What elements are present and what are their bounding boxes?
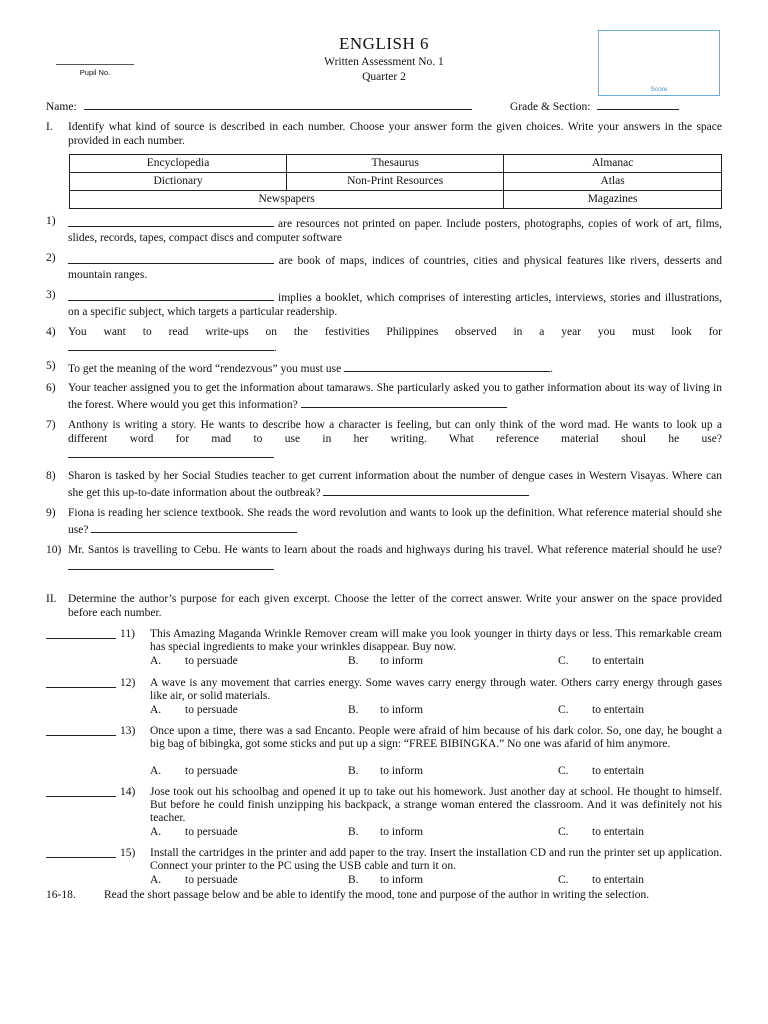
item-text: To get the meaning of the word “rendezvous” you must use [68, 363, 345, 375]
quarter-subtitle: Quarter 2 [362, 71, 406, 83]
answer-blank[interactable] [68, 215, 274, 227]
mc-item-15 [46, 847, 722, 889]
part2-instructions [46, 593, 722, 621]
option-b-text: to inform [380, 874, 424, 886]
item-number: 6) [46, 382, 56, 394]
mc-item-12 [46, 677, 722, 719]
item-6 [46, 382, 722, 410]
options-row [150, 765, 722, 779]
item-number: 10) [46, 544, 62, 556]
item-number: 12) [120, 677, 136, 689]
answer-blank[interactable] [323, 484, 529, 496]
options-row [150, 826, 722, 840]
item-text: Fiona is reading her science textbook. She reads the word revolution and wants to look up the definition. What reference material should she use? [68, 507, 722, 536]
option-c-letter[interactable]: C. [558, 826, 569, 838]
item-7 [46, 419, 722, 461]
item-number: 5) [46, 360, 56, 372]
options-row [150, 874, 722, 888]
item-number: 11) [120, 628, 135, 640]
option-a-letter[interactable]: A. [150, 655, 162, 667]
option-b-letter[interactable]: B. [348, 874, 359, 886]
choices-table [69, 154, 722, 209]
item-text: Once upon a time, there was a sad Encanto. People were afraid of him because of his dark color. So, one day, he bought a big bag of bibingka, got some sticks and put up a sign: “FREE BIBINGKA.” No one was afarid of him anymore. [150, 725, 722, 750]
part3-instructions [46, 889, 722, 901]
item-5: 5) To get the meaning of the word “rendezvous” you must use . [46, 360, 553, 375]
answer-blank[interactable] [344, 360, 550, 372]
option-c-text: to entertain [592, 765, 645, 777]
item-9 [46, 507, 722, 535]
option-b-letter[interactable]: B. [348, 704, 359, 716]
option-b-text: to inform [380, 655, 424, 667]
answer-blank[interactable] [91, 521, 297, 533]
option-c-letter[interactable]: C. [558, 704, 569, 716]
item-number: 16-18. [46, 889, 76, 901]
option-c-text: to entertain [592, 826, 645, 838]
mc-item-11 [46, 628, 722, 670]
item-text: are book of maps, indices of countries, cities and physical features like rivers, desserts and mountain ranges. [68, 255, 722, 281]
item-number: 2) [46, 252, 56, 264]
part1-numeral: I. [46, 121, 53, 133]
answer-blank[interactable] [46, 857, 116, 858]
answer-blank[interactable] [46, 687, 116, 688]
name-field[interactable] [84, 98, 472, 110]
item-number: 3) [46, 289, 56, 301]
answer-blank[interactable] [68, 289, 274, 301]
item-text: A wave is any movement that carries energy. Some waves carry energy through water. Others carry energy through gases like air, or solid materials. [150, 677, 722, 702]
option-c-text: to entertain [592, 874, 645, 886]
answer-blank[interactable] [68, 558, 274, 570]
item-2 [46, 252, 722, 280]
item-text: Sharon is tasked by her Social Studies teacher to get current information about the number of dengue cases in Western Visayas. Where can she get this up-to-date information about the outbreak? [68, 470, 722, 499]
choice-cell: Newspapers [70, 191, 504, 209]
item-text: Your teacher assigned you to get the information about tamaraws. She particularly asked you to gather information about its way of living in the forest. Where would you get this information? [68, 382, 722, 411]
item-text: are resources not printed on paper. Include posters, photographs, copies of work of art, films, slides, records, tapes, compact discs and computer software [68, 218, 722, 244]
item-number: 15) [120, 847, 136, 859]
page-title: ENGLISH 6 [339, 34, 429, 53]
part1-instructions-text: Identify what kind of source is described in each number. Choose your answer form the given choices. Write your answers in the space provided in each number. [68, 121, 722, 147]
name-label: Name: [46, 101, 77, 113]
item-text: implies a booklet, which comprises of interesting articles, interviews, stories and illustrations, on a specific subject, which targets a particular readership. [68, 292, 722, 318]
item-text: Jose took out his schoolbag and opened it up to take out his homework. Just another day at school. He thought to himself. But before he could finish unzipping his backpack, a strange woman entered the classroom. And it was definitely not his teacher. [150, 786, 722, 824]
mc-item-14 [46, 786, 722, 840]
grade-section-field[interactable] [597, 98, 679, 110]
assessment-subtitle: Written Assessment No. 1 [324, 56, 444, 68]
part1-instructions [46, 121, 722, 149]
score-label: Score [650, 86, 668, 93]
option-b-letter[interactable]: B. [348, 826, 359, 838]
option-b-text: to inform [380, 826, 424, 838]
option-c-text: to entertain [592, 655, 645, 667]
item-text: This Amazing Maganda Wrinkle Remover cream will make you look younger in thirty days or less. This remarkable cream has special ingredients to make your wrinkles disappear. Buy now. [150, 628, 722, 653]
option-a-text: to persuade [185, 655, 238, 667]
choice-cell: Non-Print Resources [287, 173, 504, 191]
choice-cell: Magazines [504, 191, 722, 209]
option-c-letter[interactable]: C. [558, 874, 569, 886]
option-a-letter[interactable]: A. [150, 826, 162, 838]
item-number: 7) [46, 419, 56, 431]
choice-cell: Dictionary [70, 173, 287, 191]
item-text: Anthony is writing a story. He wants to describe how a character is feeling, but can only think of the word mad. He wants to look up a different word for mad to use in her writing. What reference material shoul he use? [68, 419, 722, 445]
option-b-text: to inform [380, 704, 424, 716]
item-text: You want to read write-ups on the festivities Philippines observed in a year you must look for [68, 326, 722, 338]
option-b-text: to inform [380, 765, 424, 777]
item-text: Install the cartridges in the printer and add paper to the tray. Insert the installation CD and run the printer set up application. Connect your printer to the PC using the USB cable and turn it on. [150, 847, 722, 872]
answer-blank[interactable] [46, 638, 116, 639]
answer-blank[interactable] [46, 735, 116, 736]
answer-blank[interactable] [68, 446, 274, 458]
choice-cell: Encyclopedia [70, 155, 287, 173]
item-8 [46, 470, 722, 498]
answer-blank[interactable] [68, 252, 274, 264]
item-number: 8) [46, 470, 56, 482]
options-row [150, 704, 722, 718]
choice-cell: Atlas [504, 173, 722, 191]
option-c-letter[interactable]: C. [558, 655, 569, 667]
item-number: 14) [120, 786, 136, 798]
pupil-no-label: Pupil No. [79, 68, 111, 77]
choice-cell: Almanac [504, 155, 722, 173]
choice-cell: Thesaurus [287, 155, 504, 173]
item-number: 4) [46, 326, 56, 338]
item-text: Mr. Santos is travelling to Cebu. He wants to learn about the roads and highways during his travel. What reference material should he use? [68, 544, 722, 556]
answer-blank[interactable] [68, 339, 274, 351]
option-a-text: to persuade [185, 826, 238, 838]
part3-text: Read the short passage below and be able to identify the mood, tone and purpose of the author in writing the selection. [104, 889, 650, 901]
option-b-letter[interactable]: B. [348, 655, 359, 667]
option-a-letter[interactable]: A. [150, 765, 162, 777]
item-4: 4) You want to read write-ups on the festivities Philippines observed in a year you must look for . [46, 326, 722, 354]
option-a-letter[interactable]: A. [150, 704, 162, 716]
option-c-text: to entertain [592, 704, 645, 716]
grade-section-label: Grade & Section: [510, 101, 591, 113]
options-row [150, 655, 722, 669]
option-a-text: to persuade [185, 765, 238, 777]
option-c-letter[interactable]: C. [558, 765, 569, 777]
option-a-text: to persuade [185, 874, 238, 886]
answer-blank[interactable] [301, 396, 507, 408]
item-1 [46, 215, 722, 243]
grade-row [510, 98, 679, 113]
name-row [46, 98, 472, 113]
part2-numeral: II. [46, 593, 57, 605]
mc-item-13 [46, 725, 722, 779]
option-b-letter[interactable]: B. [348, 765, 359, 777]
answer-blank[interactable] [46, 796, 116, 797]
item-3 [46, 289, 722, 317]
option-a-letter[interactable]: A. [150, 874, 162, 886]
item-number: 13) [120, 725, 136, 737]
part2-instructions-text: Determine the author’s purpose for each given excerpt. Choose the letter of the correct answer. Write your answer on the space provided before each number. [68, 593, 722, 619]
item-10 [46, 544, 722, 572]
item-number: 1) [46, 215, 56, 227]
option-a-text: to persuade [185, 704, 238, 716]
item-number: 9) [46, 507, 56, 519]
